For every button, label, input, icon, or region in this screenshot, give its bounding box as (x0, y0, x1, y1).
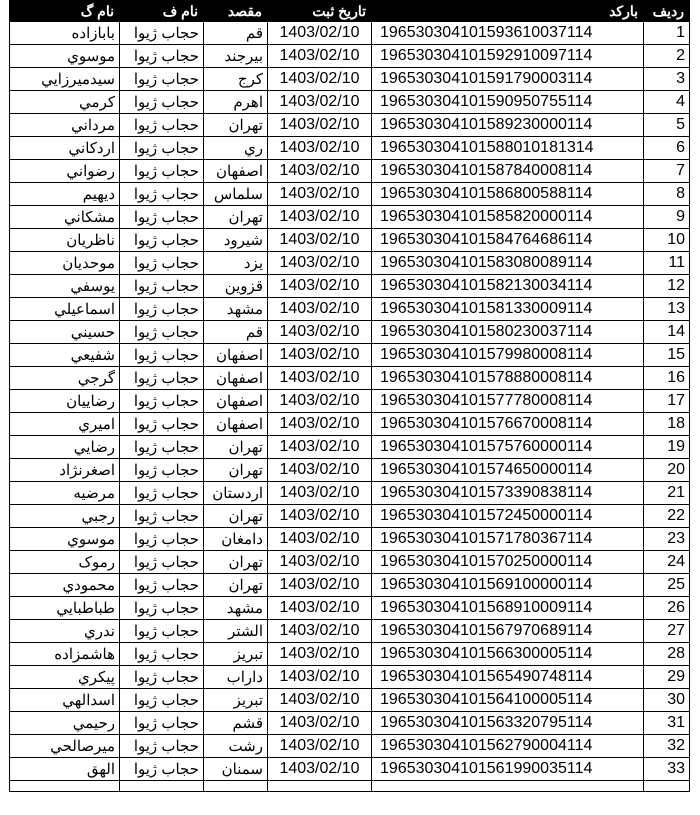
row-number-cell: 14 (644, 321, 690, 344)
destination-cell: تهران (204, 505, 268, 528)
destination-cell: سلماس (204, 183, 268, 206)
barcode-cell: 196530304101578880008114 (372, 367, 644, 390)
table-row (10, 298, 690, 321)
barcode-cell: 196530304101580230037114 (372, 321, 644, 344)
row-number-cell: 18 (644, 413, 690, 436)
barcode-cell: 196530304101569100000114 (372, 574, 644, 597)
row-number-cell: 28 (644, 643, 690, 666)
barcode-cell: 196530304101567970689114 (372, 620, 644, 643)
last-name-cell: اسدالهي (10, 689, 120, 712)
first-name-cell: حجاب ژیوا (120, 298, 204, 321)
row-number-cell: 13 (644, 298, 690, 321)
last-name-cell: اسماعیلي (10, 298, 120, 321)
first-name-cell: حجاب ژیوا (120, 321, 204, 344)
first-name-cell: حجاب ژیوا (120, 183, 204, 206)
first-name-cell: حجاب ژیوا (120, 91, 204, 114)
row-number-cell: 2 (644, 45, 690, 68)
date-cell: 1403/02/10 (268, 620, 372, 643)
last-name-cell: پیكري (10, 666, 120, 689)
table-row (10, 482, 690, 505)
destination-cell: تهران (204, 459, 268, 482)
barcode-cell: 196530304101584764686114 (372, 229, 644, 252)
barcode-cell: 196530304101577780008114 (372, 390, 644, 413)
date-cell: 1403/02/10 (268, 45, 372, 68)
barcode-cell: 196530304101562790004114 (372, 735, 644, 758)
destination-cell: بیرجند (204, 45, 268, 68)
first-name-cell: حجاب ژیوا (120, 22, 204, 45)
destination-cell: تبریز (204, 643, 268, 666)
empty-cell (644, 781, 690, 792)
first-name-cell: حجاب ژیوا (120, 666, 204, 689)
date-cell: 1403/02/10 (268, 114, 372, 137)
destination-cell: اهرم (204, 91, 268, 114)
barcode-cell: 196530304101588010181314 (372, 137, 644, 160)
header-date: تاریخ ثبت (268, 1, 372, 22)
barcode-cell: 196530304101571780367114 (372, 528, 644, 551)
barcode-cell: 196530304101570250000114 (372, 551, 644, 574)
first-name-cell: حجاب ژیوا (120, 137, 204, 160)
destination-cell: اصفهان (204, 413, 268, 436)
barcode-cell: 196530304101563320795114 (372, 712, 644, 735)
last-name-cell: موسوي (10, 45, 120, 68)
header-destination: مقصد (204, 1, 268, 22)
header-last-name: نام گ (10, 1, 120, 22)
last-name-cell: میرصالحي (10, 735, 120, 758)
row-number-cell: 25 (644, 574, 690, 597)
barcode-cell: 196530304101575760000114 (372, 436, 644, 459)
table-row (10, 160, 690, 183)
barcode-cell: 196530304101573390838114 (372, 482, 644, 505)
barcode-cell: 196530304101572450000114 (372, 505, 644, 528)
row-number-cell: 16 (644, 367, 690, 390)
destination-cell: شیرود (204, 229, 268, 252)
row-number-cell: 17 (644, 390, 690, 413)
row-number-cell: 21 (644, 482, 690, 505)
last-name-cell: موحدیان (10, 252, 120, 275)
first-name-cell: حجاب ژیوا (120, 367, 204, 390)
row-number-cell: 20 (644, 459, 690, 482)
table-row (10, 574, 690, 597)
last-name-cell: كرمي (10, 91, 120, 114)
last-name-cell: رموک (10, 551, 120, 574)
last-name-cell: اصغرنژاد (10, 459, 120, 482)
table-row (10, 206, 690, 229)
first-name-cell: حجاب ژیوا (120, 528, 204, 551)
first-name-cell: حجاب ژیوا (120, 160, 204, 183)
destination-cell: اصفهان (204, 390, 268, 413)
date-cell: 1403/02/10 (268, 183, 372, 206)
last-name-cell: مرداني (10, 114, 120, 137)
date-cell: 1403/02/10 (268, 413, 372, 436)
date-cell: 1403/02/10 (268, 91, 372, 114)
table-row (10, 91, 690, 114)
first-name-cell: حجاب ژیوا (120, 344, 204, 367)
destination-cell: یزد (204, 252, 268, 275)
last-name-cell: مرضیه (10, 482, 120, 505)
table-row (10, 137, 690, 160)
date-cell: 1403/02/10 (268, 275, 372, 298)
table-row (10, 689, 690, 712)
table-row (10, 367, 690, 390)
destination-cell: اصفهان (204, 160, 268, 183)
first-name-cell: حجاب ژیوا (120, 390, 204, 413)
destination-cell: مشهد (204, 298, 268, 321)
first-name-cell: حجاب ژیوا (120, 574, 204, 597)
barcode-cell: 196530304101582130034114 (372, 275, 644, 298)
barcode-cell: 196530304101576670008114 (372, 413, 644, 436)
row-number-cell: 4 (644, 91, 690, 114)
date-cell: 1403/02/10 (268, 735, 372, 758)
row-number-cell: 26 (644, 597, 690, 620)
table-row (10, 712, 690, 735)
row-number-cell: 33 (644, 758, 690, 781)
row-number-cell: 8 (644, 183, 690, 206)
barcode-cell: 196530304101591790003114 (372, 68, 644, 91)
date-cell: 1403/02/10 (268, 321, 372, 344)
table-row (10, 22, 690, 45)
barcode-cell: 196530304101590950755114 (372, 91, 644, 114)
table-row (10, 413, 690, 436)
date-cell: 1403/02/10 (268, 459, 372, 482)
table-row (10, 114, 690, 137)
table-row (10, 45, 690, 68)
first-name-cell: حجاب ژیوا (120, 68, 204, 91)
last-name-cell: رحیمي (10, 712, 120, 735)
barcode-cell: 196530304101564100005114 (372, 689, 644, 712)
row-number-cell: 3 (644, 68, 690, 91)
table-row (10, 758, 690, 781)
table-row (10, 252, 690, 275)
empty-cell (268, 781, 372, 792)
first-name-cell: حجاب ژیوا (120, 482, 204, 505)
row-number-cell: 27 (644, 620, 690, 643)
first-name-cell: حجاب ژیوا (120, 597, 204, 620)
table-row (10, 321, 690, 344)
destination-cell: قم (204, 321, 268, 344)
destination-cell: كرج (204, 68, 268, 91)
first-name-cell: حجاب ژیوا (120, 689, 204, 712)
row-number-cell: 23 (644, 528, 690, 551)
barcode-cell: 196530304101579980008114 (372, 344, 644, 367)
table-row (10, 597, 690, 620)
row-number-cell: 7 (644, 160, 690, 183)
date-cell: 1403/02/10 (268, 252, 372, 275)
date-cell: 1403/02/10 (268, 298, 372, 321)
date-cell: 1403/02/10 (268, 758, 372, 781)
destination-cell: اصفهان (204, 344, 268, 367)
destination-cell: ري (204, 137, 268, 160)
first-name-cell: حجاب ژیوا (120, 229, 204, 252)
date-cell: 1403/02/10 (268, 344, 372, 367)
first-name-cell: حجاب ژیوا (120, 206, 204, 229)
row-number-cell: 1 (644, 22, 690, 45)
table-body (10, 22, 690, 792)
header-first-name: نام ف (120, 1, 204, 22)
date-cell: 1403/02/10 (268, 528, 372, 551)
destination-cell: تهران (204, 206, 268, 229)
row-number-cell: 15 (644, 344, 690, 367)
first-name-cell: حجاب ژیوا (120, 505, 204, 528)
first-name-cell: حجاب ژیوا (120, 712, 204, 735)
barcode-cell: 196530304101589230000114 (372, 114, 644, 137)
table-row (10, 436, 690, 459)
table-row-partial (10, 781, 690, 792)
date-cell: 1403/02/10 (268, 390, 372, 413)
date-cell: 1403/02/10 (268, 436, 372, 459)
destination-cell: داراب (204, 666, 268, 689)
barcode-cell: 196530304101592910097114 (372, 45, 644, 68)
last-name-cell: رضایي (10, 436, 120, 459)
table-row (10, 68, 690, 91)
date-cell: 1403/02/10 (268, 712, 372, 735)
date-cell: 1403/02/10 (268, 229, 372, 252)
barcode-cell: 196530304101593610037114 (372, 22, 644, 45)
row-number-cell: 11 (644, 252, 690, 275)
barcode-cell: 196530304101574650000114 (372, 459, 644, 482)
table-row (10, 344, 690, 367)
empty-cell (372, 781, 644, 792)
table-row (10, 620, 690, 643)
last-name-cell: ناظریان (10, 229, 120, 252)
last-name-cell: امیري (10, 413, 120, 436)
date-cell: 1403/02/10 (268, 666, 372, 689)
row-number-cell: 30 (644, 689, 690, 712)
last-name-cell: رضاییان (10, 390, 120, 413)
row-number-cell: 9 (644, 206, 690, 229)
last-name-cell: شفیعي (10, 344, 120, 367)
row-number-cell: 24 (644, 551, 690, 574)
date-cell: 1403/02/10 (268, 505, 372, 528)
date-cell: 1403/02/10 (268, 689, 372, 712)
row-number-cell: 31 (644, 712, 690, 735)
table-row (10, 505, 690, 528)
destination-cell: اردستان (204, 482, 268, 505)
row-number-cell: 19 (644, 436, 690, 459)
first-name-cell: حجاب ژیوا (120, 413, 204, 436)
last-name-cell: اردكاني (10, 137, 120, 160)
destination-cell: قشم (204, 712, 268, 735)
first-name-cell: حجاب ژیوا (120, 620, 204, 643)
destination-cell: تبریز (204, 689, 268, 712)
first-name-cell: حجاب ژیوا (120, 643, 204, 666)
destination-cell: اصفهان (204, 367, 268, 390)
last-name-cell: رجبي (10, 505, 120, 528)
destination-cell: مشهد (204, 597, 268, 620)
row-number-cell: 6 (644, 137, 690, 160)
destination-cell: دامغان (204, 528, 268, 551)
last-name-cell: طباطبایي (10, 597, 120, 620)
date-cell: 1403/02/10 (268, 367, 372, 390)
row-number-cell: 5 (644, 114, 690, 137)
barcode-cell: 196530304101581330009114 (372, 298, 644, 321)
last-name-cell: محمودي (10, 574, 120, 597)
first-name-cell: حجاب ژیوا (120, 252, 204, 275)
records-table (9, 0, 690, 792)
barcode-cell: 196530304101565490748114 (372, 666, 644, 689)
destination-cell: تهران (204, 436, 268, 459)
destination-cell: سمنان (204, 758, 268, 781)
header-barcode: بارکد (372, 1, 644, 22)
first-name-cell: حجاب ژیوا (120, 459, 204, 482)
destination-cell: رشت (204, 735, 268, 758)
destination-cell: تهران (204, 574, 268, 597)
last-name-cell: ندري (10, 620, 120, 643)
date-cell: 1403/02/10 (268, 551, 372, 574)
barcode-cell: 196530304101568910009114 (372, 597, 644, 620)
last-name-cell: موسوي (10, 528, 120, 551)
barcode-cell: 196530304101561990035114 (372, 758, 644, 781)
date-cell: 1403/02/10 (268, 160, 372, 183)
destination-cell: تهران (204, 114, 268, 137)
barcode-cell: 196530304101586800588114 (372, 183, 644, 206)
table-row (10, 735, 690, 758)
last-name-cell: مشكاني (10, 206, 120, 229)
date-cell: 1403/02/10 (268, 597, 372, 620)
first-name-cell: حجاب ژیوا (120, 551, 204, 574)
date-cell: 1403/02/10 (268, 482, 372, 505)
table-row (10, 643, 690, 666)
row-number-cell: 10 (644, 229, 690, 252)
table-row (10, 390, 690, 413)
barcode-cell: 196530304101583080089114 (372, 252, 644, 275)
row-number-cell: 32 (644, 735, 690, 758)
last-name-cell: سیدمیرزایي (10, 68, 120, 91)
first-name-cell: حجاب ژیوا (120, 114, 204, 137)
barcode-cell: 196530304101585820000114 (372, 206, 644, 229)
date-cell: 1403/02/10 (268, 68, 372, 91)
table-row (10, 459, 690, 482)
destination-cell: تهران (204, 551, 268, 574)
destination-cell: قم (204, 22, 268, 45)
empty-cell (120, 781, 204, 792)
table-row (10, 183, 690, 206)
row-number-cell: 12 (644, 275, 690, 298)
first-name-cell: حجاب ژیوا (120, 436, 204, 459)
table-row (10, 666, 690, 689)
date-cell: 1403/02/10 (268, 206, 372, 229)
last-name-cell: حسیني (10, 321, 120, 344)
last-name-cell: الهق (10, 758, 120, 781)
barcode-cell: 196530304101566300005114 (372, 643, 644, 666)
table-row (10, 551, 690, 574)
date-cell: 1403/02/10 (268, 574, 372, 597)
last-name-cell: گرجي (10, 367, 120, 390)
last-name-cell: رضواني (10, 160, 120, 183)
date-cell: 1403/02/10 (268, 22, 372, 45)
last-name-cell: دیهیم (10, 183, 120, 206)
empty-cell (204, 781, 268, 792)
destination-cell: الشتر (204, 620, 268, 643)
date-cell: 1403/02/10 (268, 137, 372, 160)
table-row (10, 229, 690, 252)
first-name-cell: حجاب ژیوا (120, 758, 204, 781)
row-number-cell: 29 (644, 666, 690, 689)
header-row (10, 1, 690, 22)
table-row (10, 275, 690, 298)
first-name-cell: حجاب ژیوا (120, 275, 204, 298)
header-row-number: ردیف (644, 1, 690, 22)
first-name-cell: حجاب ژیوا (120, 45, 204, 68)
row-number-cell: 22 (644, 505, 690, 528)
date-cell: 1403/02/10 (268, 643, 372, 666)
table-row (10, 528, 690, 551)
last-name-cell: یوسفي (10, 275, 120, 298)
empty-cell (10, 781, 120, 792)
last-name-cell: هاشمزاده (10, 643, 120, 666)
last-name-cell: بابازاده (10, 22, 120, 45)
barcode-cell: 196530304101587840008114 (372, 160, 644, 183)
destination-cell: قزوین (204, 275, 268, 298)
first-name-cell: حجاب ژیوا (120, 735, 204, 758)
